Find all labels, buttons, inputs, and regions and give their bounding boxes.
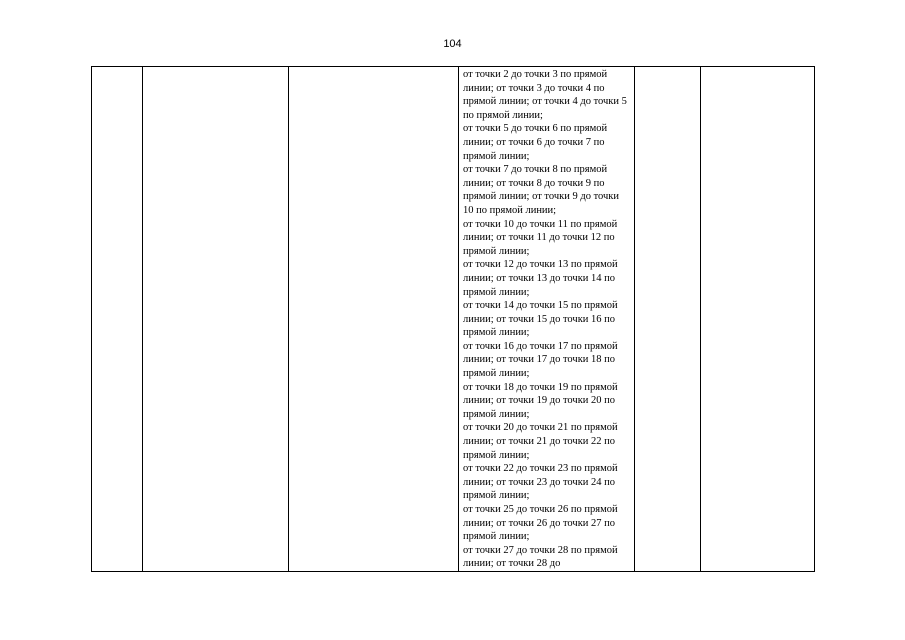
table-cell-empty	[143, 67, 289, 572]
description-paragraph: от точки 2 до точки 3 по прямой линии; от точки 3 до точки 4 по прямой линии; от точки 4 до точки 5 по прямой линии;	[463, 69, 627, 121]
page-number: 104	[443, 38, 462, 50]
description-paragraph: от точки 25 до точки 26 по прямой линии; от точки 26 до точки 27 по прямой линии;	[463, 504, 618, 543]
description-paragraph: от точки 22 до точки 23 по прямой линии; от точки 23 до точки 24 по прямой линии;	[463, 463, 618, 502]
table-row	[92, 67, 815, 572]
table-cell-empty	[289, 67, 459, 572]
table-cell-empty	[701, 67, 815, 572]
table-cell-empty	[635, 67, 701, 572]
description-paragraph: от точки 7 до точки 8 по прямой линии; от точки 8 до точки 9 по прямой линии; от точки 9 до точки 10 по прямой линии;	[463, 164, 619, 216]
description-paragraph: от точки 20 до точки 21 по прямой линии; от точки 21 до точки 22 по прямой линии;	[463, 422, 618, 461]
description-paragraph: от точки 12 до точки 13 по прямой линии; от точки 13 до точки 14 по прямой линии;	[463, 259, 618, 298]
table-cell-empty	[92, 67, 143, 572]
description-paragraph: от точки 14 до точки 15 по прямой линии; от точки 15 до точки 16 по прямой линии;	[463, 300, 618, 339]
description-paragraph: от точки 16 до точки 17 по прямой линии; от точки 17 до точки 18 по прямой линии;	[463, 340, 618, 380]
description-paragraph: от точки 5 до точки 6 по прямой линии; от точки 6 до точки 7 по прямой линии;	[463, 123, 608, 162]
boundary-description-cell	[459, 67, 635, 572]
description-paragraph: от точки 10 до точки 11 по прямой линии; от точки 11 до точки 12 по прямой линии;	[463, 218, 618, 257]
boundary-description-table	[91, 66, 815, 572]
description-paragraph: от точки 27 до точки 28 по прямой линии; от точки 28 до	[463, 544, 618, 570]
description-paragraph: от точки 18 до точки 19 по прямой линии; от точки 19 до точки 20 по прямой линии;	[463, 381, 618, 420]
